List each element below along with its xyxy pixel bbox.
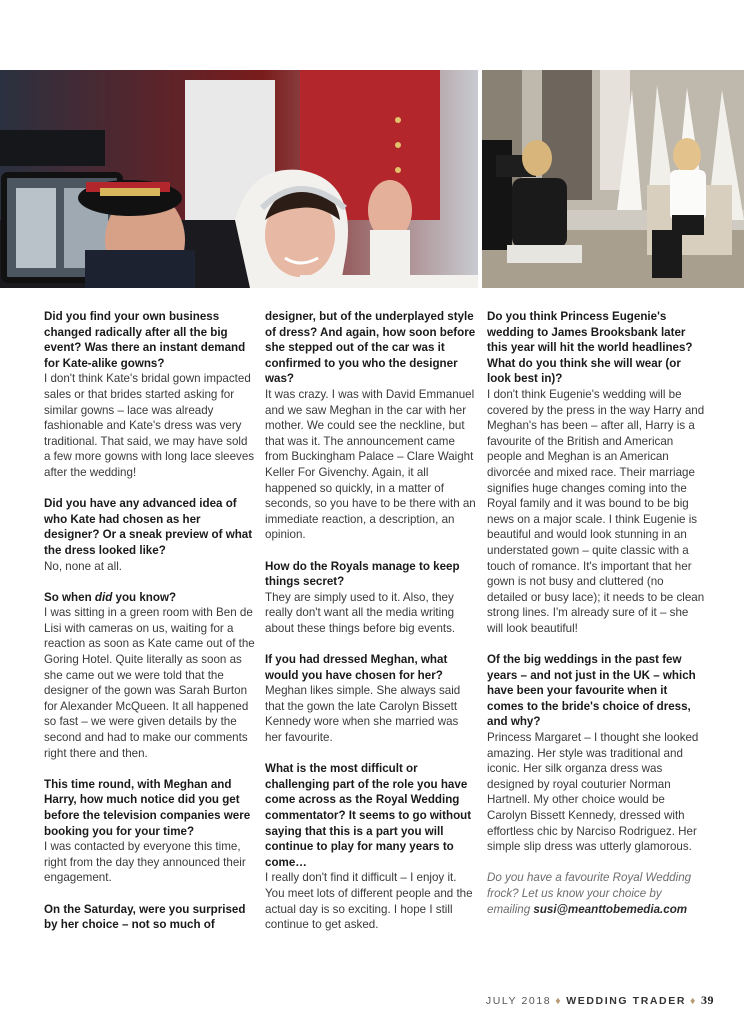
answer: I was contacted by everyone this time, right from the day they announced their engagement. xyxy=(44,840,246,885)
question-continued: designer, but of the underplayed style of dress? And again, how soon before she stepped out of the car was it confirmed to you who the designer was? xyxy=(265,310,476,386)
question: This time round, with Meghan and Harry, how much notice did you get before the television companies were booking you for your time? xyxy=(44,777,251,838)
page-number: 39 xyxy=(701,993,714,1007)
question-text: So when xyxy=(44,590,95,604)
question: How do the Royals manage to keep things secret? xyxy=(265,559,460,589)
answer: I really don't find it difficult – I enjoy it. You meet lots of different people and the actual day is so exciting. I hope I still continue to get asked. xyxy=(265,871,473,932)
question: On the Saturday, were you surprised by her choice – not so much of xyxy=(44,902,246,932)
answer: Princess Margaret – I thought she looked amazing. Her style was traditional and iconic. Her silk organza dress was designed by royal couturier Norman Hartnell. My other choice would be Carolyn Bissett Kennedy, dressed with effortless chic by Narciso Rodriguez. Her simple slip dress was utterly glamorous. xyxy=(487,731,699,854)
question: Did you find your own business changed radically after all the big event? Was there an instant demand for Kate-alike gowns? xyxy=(44,310,246,370)
answer: Meghan likes simple. She always said that the gown the late Carolyn Bissett Kennedy wore when she married was her favourite. xyxy=(265,684,461,745)
callout-text: Do you have a favourite Royal Wedding frock? Let us know your choice by emailing xyxy=(487,871,692,916)
issue-date: JULY 2018 xyxy=(485,995,552,1007)
email-link[interactable]: susi@meanttobemedia.com xyxy=(533,902,688,916)
question: Do you think Princess Eugenie's wedding to James Brooksbank later this year will hit the world headlines? What do you think she will wear (or look best in)? xyxy=(487,310,693,386)
answer: I was sitting in a green room with Ben de Lisi with cameras on us, waiting for a reaction as soon as Kate came out of the Goring Hotel. Quite literally as soon as she came out we were told that the designer of the gown was Sarah Burton for Alexander McQueen. It all happened so fast – we were given details by the second and had to make our comments right there and then. xyxy=(44,606,255,760)
diamond-icon: ♦ xyxy=(555,995,563,1007)
answer: I don't think Kate's bridal gown impacted sales or that brides started asking for similar gowns – lace was already fashionable and Kate's dress was very traditional. That said, we may have sold a few more gowns with long lace sleeves after the wedding! xyxy=(44,372,255,479)
question xyxy=(44,590,257,606)
interview-illustration xyxy=(482,70,744,288)
reader-callout xyxy=(487,870,705,917)
answer: No, none at all. xyxy=(44,559,122,573)
article-column-2 xyxy=(265,309,478,948)
answer: It was crazy. I was with David Emmanuel and we saw Meghan in the car with her mother. We could see the neckline, but that was it. The announcement came from Buckingham Palace – Clare Waight Keller For Givenchy. Again, it all happened so quickly, in a matter of seconds, so you have to be there with an immediate reaction, a description, an opinion. xyxy=(265,387,476,542)
question: Of the big weddings in the past few years – and not just in the UK – which have been your favourite when it comes to the bride's choice of dress, and why? xyxy=(487,653,696,729)
question: Did you have any advanced idea of who Kate had chosen as her designer? Or a sneak preview of what the dress looked like? xyxy=(44,497,253,557)
question: What is the most difficult or challenging part of the role you have come across as the Royal Wedding commentator? It seems to go without saying that this is a part you will continue to play for many years to come… xyxy=(265,762,472,869)
royal-wedding-carriage-photo xyxy=(0,70,478,288)
page-footer xyxy=(486,993,714,1008)
question-emphasis: did xyxy=(94,590,113,604)
carriage-illustration xyxy=(0,70,478,288)
article-column-1 xyxy=(44,309,257,933)
article-column-3 xyxy=(487,309,705,933)
tv-interview-photo xyxy=(482,70,744,288)
magazine-name: WEDDING TRADER xyxy=(566,995,687,1007)
answer: I don't think Eugenie's wedding will be covered by the press in the way Harry and Meghan's has been – after all, Harry is a favourite of the British and American people and Meghan is an American divorcée and mixed race. Their marriage signifies huge changes coming into the Royal family and it was bound to be big news on a major scale. I think Eugenie is beautiful and would look stunning in an understated gown – quite classic with a touch of romance. It's important that her gown is not busy and cluttered (no detailed or busy lace); it needs to be clean strong lines. I'm already sure of it – she will look beautiful! xyxy=(487,387,705,635)
question-text: you know? xyxy=(112,590,177,604)
answer: They are simply used to it. Also, they really don't want all the media writing about these things before big events. xyxy=(265,590,456,635)
question: If you had dressed Meghan, what would you have chosen for her? xyxy=(265,653,448,682)
diamond-icon: ♦ xyxy=(690,995,697,1007)
